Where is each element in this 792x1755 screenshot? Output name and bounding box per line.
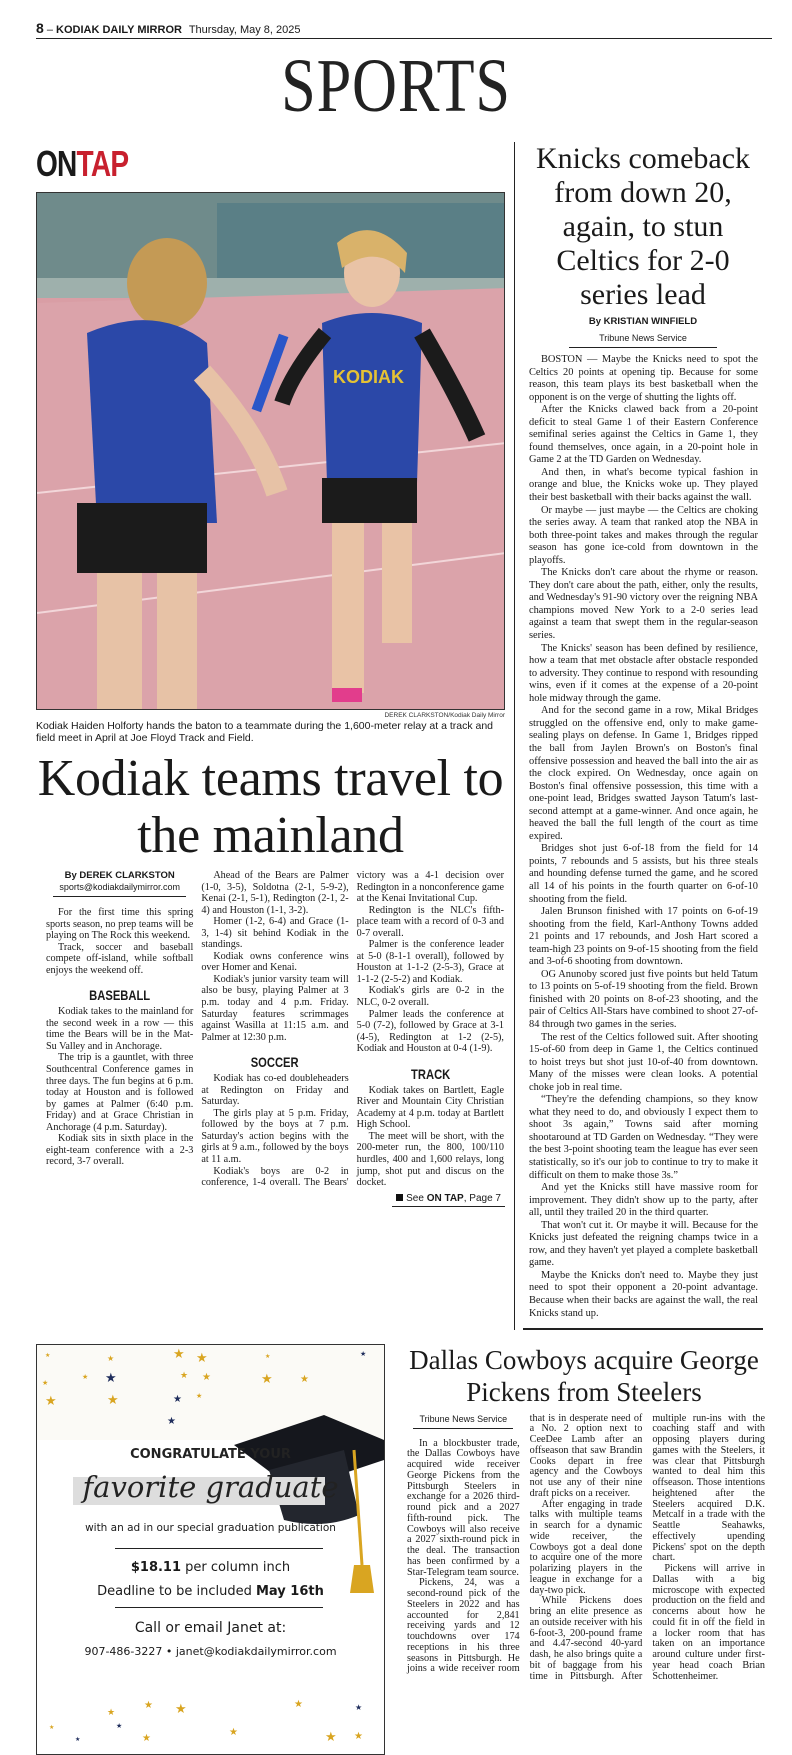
paragraph: Kodiak's girls are 0-2 in the NLC, 0-2 overall.: [356, 985, 504, 1009]
paragraph: The meet will be short, with the 200-meter run, the 800, 100/110 hurdles, 400 and 1,600 relays, long jump, shot put and discus on the docket.: [356, 1130, 504, 1189]
knicks-headline: Knicks comeback from down 20, again, to stun Celtics for 2-0 series lead: [535, 142, 751, 311]
paragraph: That won't cut it. Or maybe it will. Because for the Knicks just defeated the reigning champs twice in a row, and they haven't yet played a complete basketball game.: [529, 1219, 758, 1269]
issue-date: Thursday, May 8, 2025: [188, 24, 301, 36]
deadline-label: Deadline to be included: [97, 1583, 256, 1599]
paragraph: The rest of the Celtics followed suit. After shooting 15-of-60 from deep in Game 1, the Celtics continued to hoist treys but shot just 10-of-40 from downtown. Many of the misses were clean looks. A potential choke job in real time.: [529, 1031, 758, 1093]
ad-headline: CONGRATULATE YOUR: [130, 1446, 291, 1462]
byline-email[interactable]: sports@kodiakdailymirror.com: [53, 882, 186, 897]
ad-contact: [37, 1645, 384, 1659]
kodiak-article-body: [46, 870, 504, 1189]
star-icon: ★: [265, 1352, 271, 1360]
photo-caption: Kodiak Haiden Holforty hands the baton to a teammate during the 1,600-meter relay at a track and field meet in April at Joe Floyd Track and Field.: [36, 720, 494, 744]
star-icon: ★: [45, 1393, 57, 1409]
paragraph: Maybe the Knicks don't need to. Maybe they just need to spot their opponent a 20-point advantage. Because when their backs are against the wall, the real Knicks stand up.: [529, 1269, 758, 1319]
kodiak-headline: Kodiak teams travel to the mainland: [37, 750, 504, 864]
price-value: $18.11: [130, 1559, 182, 1575]
knicks-article-body: [529, 354, 758, 1320]
star-icon: ★: [167, 1415, 176, 1427]
dallas-headline: Dallas Cowboys acquire George Pickens from Steelers: [409, 1344, 759, 1407]
paragraph: “They're the defending champions, so they know what they need to do, and obviously I expect them to shoot 3s again,” Towns said after morning shootaround at TD Garden on Wednesday. “They were the best 3-point shooting team the league has ever seen statistically, so it's our job to continue to try to make it difficult on them to make those 3s.”: [529, 1094, 758, 1181]
kodiak-byline: [46, 870, 193, 897]
paragraph: Pickens will arrive in Dallas with a big microscope with expected production on the field and concerns about how he could fit in off the field in a locker room that has taken on an importance around culture under first-year head coach Brian Schottenheimer.: [652, 1563, 765, 1682]
star-icon: ★: [196, 1391, 203, 1400]
paragraph: Jalen Brunson finished with 17 points on 6-of-19 shooting from the field, Karl-Anthony Towns added 21 points and 17 rebounds, and Josh Hart scored a team-high 23 points on 9-of-15 shooting from the field and 3-of-6 shooting from downtown.: [529, 906, 758, 968]
page-content: [36, 142, 772, 1755]
byline-name: By DEREK CLARKSTON: [64, 870, 175, 881]
paragraph: Or maybe — just maybe — the Celtics are choking the series away. A team that ranked atop the NBA in both three-point takes and makes through the regular season has gone ice-cold from downtown in the playoffs.: [529, 504, 758, 566]
paragraph: And yet the Knicks still have massive room for improvement. They didn't show up to the party, after all, until they trailed 20 in the third quarter.: [529, 1182, 758, 1219]
paragraph: And then, in what's become typical fashion in orange and blue, the Knicks woke up. They played their best basketball with their backs against the wall.: [529, 466, 758, 504]
page-number: 8: [36, 20, 44, 36]
paragraph: The girls play at 5 p.m. Friday, followed by the boys at 7 p.m. Saturday's action begins with the girls at 9 a.m., followed by the boys at 11 a.m.: [201, 1107, 349, 1166]
paragraph: Kodiak takes to the mainland for the second week in a row — this time the Bears will be in the Mat-Su Valley and in Anchorage.: [46, 1006, 194, 1052]
track-relay-photo: [36, 192, 505, 710]
jump-prefix: See: [406, 1192, 424, 1204]
section-heading: BASEBALL: [89, 987, 151, 1004]
star-icon: ★: [107, 1707, 116, 1718]
star-icon: ★: [294, 1698, 303, 1710]
paragraph: Palmer leads the conference at 5-0 (7-2), followed by Grace at 3-1 (4-5), Redington at 1-2 (2-5), Kodiak and Houston at 0-4 (1-9).: [356, 1008, 504, 1055]
ad-script-text: favorite graduate: [82, 1469, 339, 1504]
deadline-date: May 16th: [256, 1583, 324, 1599]
star-icon: ★: [300, 1373, 309, 1385]
ad-subtitle: with an ad in our special graduation publication: [85, 1521, 336, 1534]
ad-email[interactable]: janet@kodiakdailymirror.com: [175, 1644, 337, 1658]
paragraph: Ahead of the Bears are Palmer (1-0, 3-5), Soldotna (2-1, 5-9-2), Kenai (2-1, 5-1), Redington (2-1, 2-4) and Houston (1-1, 3-2).: [201, 870, 349, 916]
paragraph: While Pickens does bring an elite presence as an outside receiver with his 6-foot-3, 200-pound frame and 4.47-second 40-yard dash, he also brings quite a bit of baggage from his time in Pittsburgh. After multiple run-ins with the coaching staff and with opposing players during games with the Steelers, it was clear that Pittsburgh wanted to deal him this offseason. Those intentions heightened after the Steelers acquired D.K. Metcalf in a trade with the Seattle Seahawks, effectively upending Pickens' spot on the depth chart.: [529, 1412, 765, 1682]
paragraph: BOSTON — Maybe the Knicks need to spot the Celtics 20 points at opening tip. Because for some reason, this team plays its best basketball when the opponent is on the verge of shutting the lights off.: [529, 354, 758, 403]
star-icon: ★: [180, 1370, 189, 1381]
paragraph: Palmer is the conference leader at 5-0 (8-1-1 overall), followed by Houston at 1-1-2 (2-5-3), Grace at 1-1-2 (2-5-2) and Kodiak.: [356, 939, 504, 985]
star-icon: ★: [229, 1726, 238, 1738]
graduation-ad[interactable]: [36, 1344, 385, 1755]
section-title: SPORTS: [281, 44, 511, 128]
paragraph: Redington is the NLC's fifth-place team with a record of 0-3 and 0-7 overall.: [356, 904, 504, 939]
paragraph: The trip is a gauntlet, with three Southcentral Conference games in three days. The fun begins at 6 p.m. today at Houston and is followed by games at Palmer (6:40 p.m. Friday) and at Grace Christian in Anchorage (4 p.m. Saturday).: [46, 1052, 194, 1133]
star-icon: ★: [325, 1729, 337, 1745]
top-zone: [36, 142, 772, 1330]
knicks-column: [514, 142, 772, 1330]
stars-decoration: [37, 1694, 384, 1754]
paragraph: Kodiak takes on Bartlett, Eagle River and Mountain City Christian Academy at 4 p.m. today at Bartlett High School.: [356, 1084, 504, 1131]
photo-illustration: [37, 193, 505, 710]
jump-label: ON TAP: [426, 1192, 464, 1204]
dallas-article-body: [407, 1414, 765, 1683]
story-divider: [523, 1328, 763, 1330]
kodiak-sections: [46, 870, 504, 1189]
bullet-separator: •: [162, 1644, 176, 1658]
knicks-byline: [523, 316, 763, 348]
ad-divider: [115, 1548, 323, 1549]
paragraph: And for the second game in a row, Mikal Bridges struggled on the offensive end, only to make game-sealing plays on defense. In Game 1, Bridges ripped the ball from Jaylen Brown's on Boston's final offensive possession and heaved the ball into the air as the clock expired. On Wednesday, once again on Boston's final offensive possession, this time with a one-point lead, Bridges swatted Jayson Tatum's last-second attempt at a game-winner. And once again, he heaved the ball the full length of the court as time expired.: [529, 705, 758, 842]
star-icon: ★: [354, 1730, 363, 1742]
star-icon: ★: [107, 1353, 115, 1363]
paragraph: Track, soccer and baseball compete off-island, while softball enjoys the weekend off.: [46, 941, 194, 976]
dallas-column: [395, 1344, 773, 1755]
star-icon: ★: [75, 1735, 81, 1743]
star-icon: ★: [116, 1721, 123, 1730]
dallas-byline: [407, 1414, 520, 1429]
square-bullet-icon: [396, 1194, 403, 1201]
ad-call: Call or email Janet at:: [134, 1619, 287, 1636]
price-unit: per column inch: [181, 1559, 291, 1575]
star-icon: ★: [175, 1701, 187, 1717]
ad-divider: [115, 1607, 323, 1608]
paragraph: For the first time this spring sports season, no prep teams will be playing on The Rock this weekend.: [46, 907, 194, 942]
paragraph: In a blockbuster trade, the Dallas Cowboys have acquired wide receiver George Pickens from the Pittsburgh Steelers in exchange for a 2026 third-round pick and a 2027 fifth-round pick. The Cowboys will also receive a 2027 sixth-round pick in the deal. The transaction has been confirmed by a Star-Telegram team source.: [407, 1437, 520, 1578]
star-icon: ★: [42, 1378, 49, 1387]
ad-phone[interactable]: 907-486-3227: [84, 1644, 163, 1658]
paragraph: Kodiak sits in sixth place in the eight-team conference with a 2-3 record, 3-7 overall.: [46, 1133, 194, 1168]
ontap-label: [36, 142, 402, 192]
paragraph: Bridges shot just 6-of-18 from the field for 14 points, 7 rebounds and 5 assists, but his three steals and hounding defense turned the game, and he scored all 14 of his points in the fourth quarter on 6-of-10 shooting from the field.: [529, 843, 758, 905]
paragraph: Pickens, 24, was a second-round pick of the Steelers in 2022 and has accounted for 2,841 receiving yards and 12 touchdowns over 174 receptions in his three seasons in Pittsburgh. He joins a wide receiver room that is in desperate need of a No. 2 option next to CeeDee Lamb after an offseason that saw Brandin Cooks depart in free agency and the Cowboys not use any of their nine draft picks on a receiver.: [407, 1412, 643, 1675]
ad-deadline: [37, 1583, 384, 1600]
section-heading: TRACK: [410, 1065, 450, 1082]
star-icon: ★: [355, 1702, 363, 1712]
paragraph: Homer (1-2, 6-4) and Grace (1-3, 1-4) sit behind Kodiak in the standings.: [201, 916, 349, 951]
star-icon: ★: [105, 1370, 117, 1386]
jump-line[interactable]: [392, 1193, 505, 1207]
star-icon: ★: [196, 1350, 208, 1366]
ontap-column: [36, 142, 505, 1330]
ontap-on: ON: [36, 143, 77, 184]
star-icon: ★: [360, 1349, 367, 1358]
section-heading: SOCCER: [251, 1054, 299, 1071]
star-icon: ★: [144, 1699, 153, 1711]
star-icon: ★: [45, 1351, 51, 1359]
paragraph: After engaging in trade talks with multiple teams in search for a dynamic wide receiver, the Cowboys got a deal done to acquire one of the more polarizing players in the league in exchange for a day-two pick.: [529, 1498, 643, 1596]
newspaper-name: KODIAK DAILY MIRROR: [56, 24, 182, 36]
paragraph: Kodiak's junior varsity team will also be busy, playing Palmer at 3 p.m. today and 4 p.m. Friday. Saturday features scrimmages against Wasilla at 11:15 a.m. and Palmer at 12:30 p.m.: [201, 973, 349, 1043]
ontap-tap: TAP: [76, 143, 129, 184]
star-icon: ★: [202, 1371, 211, 1383]
paragraph: OG Anunoby scored just five points but held Tatum to 13 points on 5-of-19 shooting from the field. Brown finished with 20 points on 8-of-23 shooting, and the pair of Celtics All-Stars have combined to shoot 27-of-84 through two games in the series.: [529, 968, 758, 1030]
ad-price: [37, 1559, 384, 1576]
paragraph: Kodiak has co-ed doubleheaders at Redington on Friday and Saturday.: [201, 1073, 349, 1108]
paragraph: Kodiak owns conference wins over Homer and Kenai.: [201, 950, 349, 974]
jump-suffix: , Page 7: [463, 1192, 501, 1204]
byline-source: Tribune News Service: [413, 1414, 513, 1429]
byline-source: Tribune News Service: [569, 333, 717, 348]
star-icon: ★: [49, 1723, 55, 1731]
folio-dash: –: [46, 24, 53, 36]
dallas-paragraphs: [407, 1414, 765, 1683]
jersey-text: KODIAK: [333, 367, 404, 387]
star-icon: ★: [107, 1392, 119, 1408]
bottom-zone: [36, 1344, 772, 1755]
paragraph: Kodiak's boys are 0-2 in conference, 1-4 overall. The Bears' victory was a 4-1 decision over Redington in a nonconference game at the Kenai Invitational Cup.: [201, 870, 504, 1189]
byline-name: By KRISTIAN WINFIELD: [588, 316, 698, 327]
photo-credit: DEREK CLARKSTON/Kodiak Daily Mirror: [384, 712, 505, 719]
paragraph: The Knicks' season has been defined by resilience, how a team that met obstacle after obstacle responded to adversity. They continue to respond with resounding wins, even if it comes at the expense of a 20-point hole midway through the game.: [529, 642, 758, 704]
paragraph: After the Knicks clawed back from a 20-point deficit to steal Game 1 of their Eastern Conference semifinal series against the Celtics in Game 1, they found themselves, once again, in a 20-point hole in Game 2 at the TD Garden on Wednesday.: [529, 404, 758, 466]
star-icon: ★: [261, 1371, 273, 1387]
star-icon: ★: [173, 1393, 182, 1405]
page-folio: [36, 20, 772, 39]
star-icon: ★: [82, 1372, 89, 1381]
star-icon: ★: [142, 1732, 151, 1744]
star-icon: ★: [173, 1346, 185, 1362]
paragraph: The Knicks don't care about the rhyme or reason. They don't care about the path, either, only the results, and Wednesday's 91-90 victory over the reigning NBA champions moved New York to a 2-0 series lead against a team that swept them in the regular-season series.: [529, 567, 758, 642]
